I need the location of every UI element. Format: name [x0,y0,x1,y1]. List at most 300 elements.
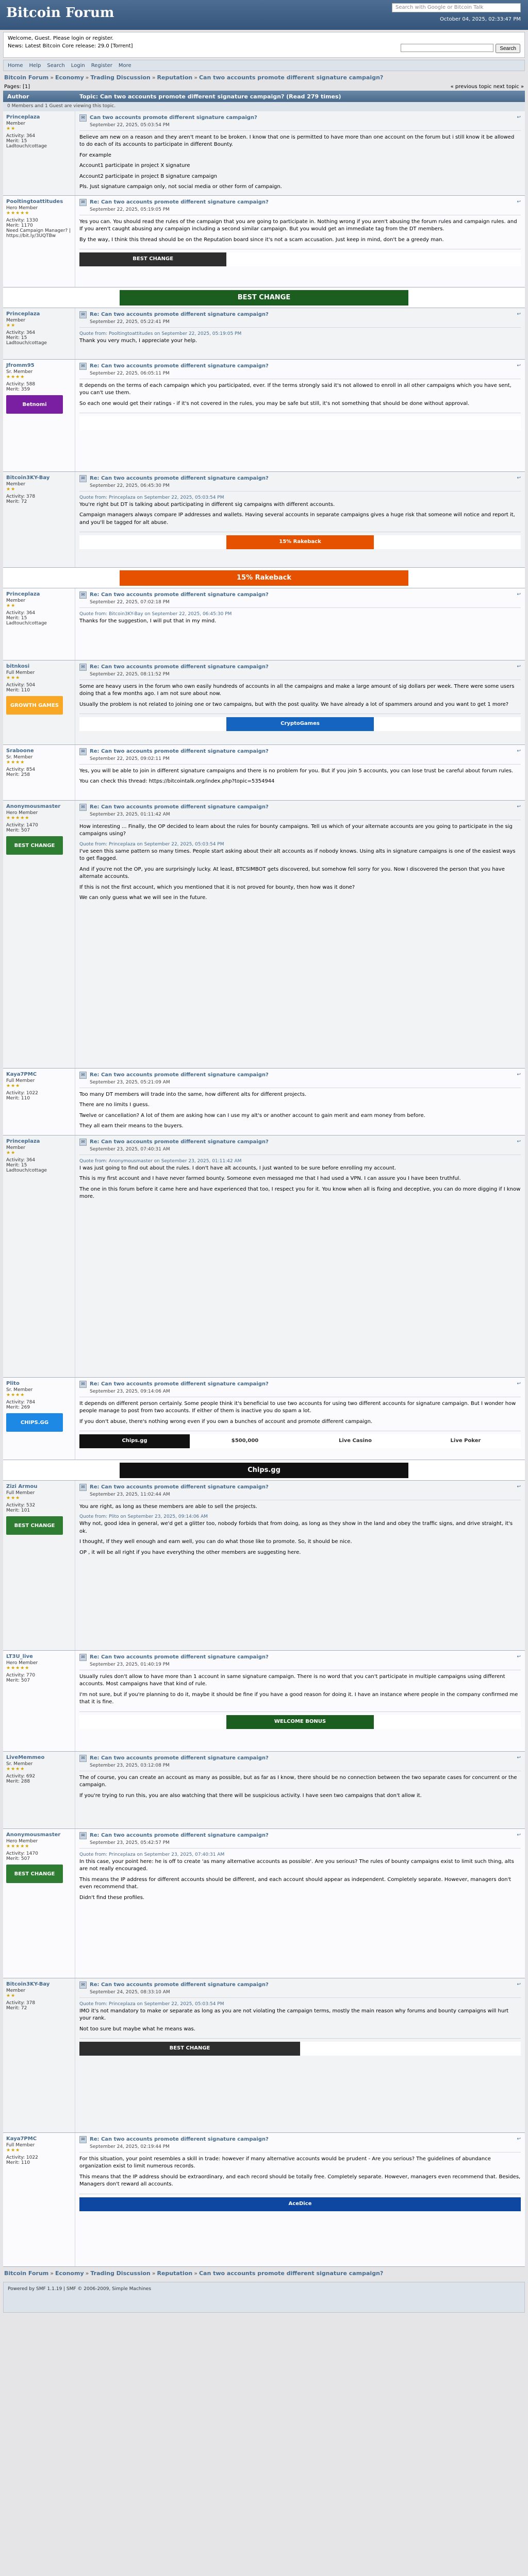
poster-info [3,1752,75,1828]
post-title[interactable]: Re: Can two accounts promote different signature campaign? [90,664,269,670]
post-date: September 23, 2025, 01:11:42 AM [90,811,170,817]
post-paragraph: OP , it will be all right if you have everything the other members are suggesting here. [79,1549,301,1555]
poster-merit: Merit: 507 [6,1856,30,1861]
post-date: September 22, 2025, 06:45:30 PM [90,483,170,488]
signature-segment[interactable]: Live Poker [410,1434,521,1448]
poster-rank: Full Member [6,1078,35,1083]
topic-title: Topic: Can two accounts promote different signature campaign? (Read 279 times) [79,93,341,100]
post-title[interactable]: Re: Can two accounts promote different signature campaign? [90,199,269,205]
post-paragraph: You're right but DT is talking about participating in different sig campaigns with different accounts. [79,501,335,507]
post-icon: ✉ [79,1484,87,1491]
post-icon: ✉ [79,664,87,671]
quote-button[interactable]: ↩ [517,1982,521,1987]
post-icon: ✉ [79,1654,87,1661]
nav-tab-login[interactable]: Login [71,62,85,69]
poster-info [3,472,75,567]
post-paragraph: Account2 participate in project B signature campaign [79,173,218,179]
post [3,588,525,660]
post-text [79,495,521,527]
post-paragraph: It depends on different person certainly. Some people think it's beneficial to use two accounts for using two different accounts for signature campaign. But I wonder how people manage to post from two accounts. If either of them is inactive you do spam a lot. [79,1400,516,1414]
poster-name[interactable]: Princeplaza [6,311,40,317]
quote-header[interactable]: Quote from: Bitcoin3KY-Bay on September 22, 2025, 06:45:30 PM [79,611,232,617]
post-body [75,1481,525,1650]
post-icon: ✉ [79,1832,87,1839]
post-header [79,1755,521,1771]
nav-tab-more[interactable]: More [118,62,131,69]
quote-header[interactable]: Quote from: Princeplaza on September 23, 2025, 07:40:31 AM [79,1852,225,1857]
rank-stars-icon: ★★★★★ [6,211,30,216]
signature [79,2038,521,2056]
post-paragraph: Pls. Just signature campaign only, not social media or other form of campaign. [79,184,282,190]
breadcrumb-item[interactable]: Bitcoin Forum [4,2270,49,2277]
poster-merit: Merit: 15 [6,616,27,621]
nav-tab-home[interactable]: Home [8,62,23,69]
breadcrumb-separator: » [50,74,54,81]
signature-segment[interactable] [226,252,373,266]
viewers-text: 0 Members and 1 Guest are viewing this topic. [3,102,525,111]
poster-merit: Merit: 359 [6,387,30,392]
search-button[interactable]: Search [496,44,520,53]
post-paragraph: Usually rules don't allow to have more than 1 account in same signature campaign. There is no word that you can't participate in multiple campaigns using different accounts. Most campaigns have that kind of rule. [79,1673,505,1687]
post-text [79,218,521,244]
post-paragraph: By the way, I think this thread should be on the Reputation board since it's not a scam accusation. Just keep in mind, don't be a greedy man. [79,236,444,243]
post-title[interactable]: Re: Can two accounts promote different signature campaign? [90,1381,269,1387]
rank-stars-icon: ★★★ [6,1496,21,1501]
post-paragraph: And if you're not the OP, you are surprisingly lucky. At least, BTCSIMBOT gets discovered, but somehow fell sorry for you. Now I discovered the person that you have alternate accounts. [79,866,505,880]
signature-segment[interactable]: Chips.gg [79,1434,190,1448]
poster-name[interactable]: Anonymousmaster [6,1832,61,1838]
post-body [75,1829,525,1978]
poster-activity: Activity: 364 [6,1158,36,1163]
post-text [79,611,521,625]
post [3,745,525,801]
post-paragraph: I was just going to find out about the rules. I don't have alt accounts, I just wanted to be sure before enrolling my account. [79,1165,397,1171]
post-date: September 23, 2025, 05:21:09 AM [90,1079,170,1085]
post-title[interactable]: Re: Can two accounts promote different signature campaign? [90,2137,269,2142]
signature [79,249,521,266]
post-date: September 23, 2025, 01:40:19 PM [90,1662,170,1667]
post-paragraph: For this situation, your point resembles a skill in trade: however if many alternative accounts would be prudent - Are you serious? The guidelines of abundance organization exist to limit numerous records. [79,2156,491,2170]
poster-activity: Activity: 1470 [6,1851,38,1856]
post-text [79,1400,521,1426]
quote-button[interactable]: ↩ [517,1072,521,1077]
post-title[interactable]: Re: Can two accounts promote different signature campaign? [90,1654,269,1660]
poster-rank: Sr. Member [6,1761,33,1767]
post-heading [90,804,269,818]
poster-rank: Sr. Member [6,369,33,375]
post-header [79,114,521,131]
poster-name[interactable]: Princeplaza [6,114,40,120]
poster-merit: Merit: 1170 [6,223,33,228]
post [3,660,525,745]
post-header [79,1072,521,1088]
poster-activity: Activity: 378 [6,2001,36,2006]
footer [3,2282,525,2313]
poster-rank: Full Member [6,1490,35,1496]
post [3,472,525,568]
post-paragraph: Thank you very much, I appreciate your help. [79,337,197,344]
signature [79,2194,521,2211]
signature-segment[interactable] [374,717,521,731]
post-paragraph: If this is not the first account, which you mentioned that it is not proved for bounty, then how was it done? [79,884,355,890]
post [3,1829,525,1978]
post-date: September 22, 2025, 05:22:41 PM [90,319,170,325]
quote-button[interactable]: ↩ [517,1654,521,1659]
post-text [79,331,521,345]
ad-banner[interactable]: BEST CHANGE [120,290,408,306]
topic-nav[interactable]: « previous topic next topic » [450,84,524,90]
post-icon: ✉ [79,591,87,599]
quote-header[interactable]: Quote from: Princeplaza on September 22, 2025, 05:03:54 PM [79,2001,224,2007]
post-text [79,683,521,709]
post-body [75,1069,525,1135]
quote-header[interactable]: Quote from: Anonymousmaster on September 23, 2025, 01:11:42 AM [79,1158,242,1164]
post-date: September 22, 2025, 09:02:11 PM [90,756,170,761]
quote-header[interactable]: Quote from: Plito on September 23, 2025, 09:14:06 AM [79,1514,208,1520]
post-paragraph: The one in this forum before it came here and have experienced that too, I respect you for it. You know when all is fixing and deceptive, you can do more digging if I know more. [79,1186,521,1200]
post-title[interactable]: Re: Can two accounts promote different signature campaign? [90,1139,269,1145]
post-paragraph: So each one would get their ratings - if it's not covered in the rules, you may be safe but still, it's not something that should be done without approval. [79,400,470,406]
quote-button[interactable]: ↩ [517,2137,521,2142]
top-search-input[interactable]: Search with Google or Bitcoin Talk [392,3,521,12]
poster-name[interactable]: Jfromm95 [6,363,35,368]
poster-name[interactable]: Bitcoin3KY-Bay [6,475,50,481]
post-heading [90,1484,269,1498]
poster-activity: Activity: 1022 [6,1091,38,1096]
rank-stars-icon: ★★★★ [6,760,25,765]
poster-name[interactable]: Zizi Armou [6,1484,38,1489]
post [3,1752,525,1829]
post-body [75,1136,525,1377]
post-icon: ✉ [79,199,87,206]
post-paragraph: For example [79,152,111,158]
rank-stars-icon: ★★ [6,1150,16,1156]
signature-segment[interactable]: CryptoGames [226,717,373,731]
breadcrumb-item[interactable]: Economy [55,2270,84,2277]
poster-status: Ladtouch/cottage [6,1168,47,1173]
poster-info [3,2133,75,2266]
poster-status: Ladtouch/cottage [6,341,47,346]
quote-button[interactable]: ↩ [517,476,521,481]
post-header [79,475,521,492]
post-title[interactable]: Re: Can two accounts promote different signature campaign? [90,1484,269,1490]
poster-activity: Activity: 364 [6,611,36,616]
post-heading [90,1072,269,1086]
post-paragraph: Believe am new on a reason and they aren't meant to be broken. I know that one is permitted to have more than one account on the forum but i still know it be allowed to do each of its accounts to participate in different Bounty. [79,134,515,148]
post [3,111,525,196]
post-date: September 22, 2025, 06:05:11 PM [90,370,170,376]
post-header [79,748,521,765]
signature-segment[interactable] [300,416,521,430]
post [3,1136,525,1378]
current-date: October 04, 2025, 02:33:47 PM [440,16,521,22]
poster-name[interactable]: Princeplaza [6,591,40,597]
poster-info [3,1069,75,1135]
signature-segment[interactable] [374,1715,521,1729]
poster-name[interactable]: Pooltingtoattitudes [6,199,63,205]
post-heading [90,1755,269,1769]
poster-status: Ladtouch/cottage [6,144,47,149]
post-body [75,308,525,359]
poster-rank: Member [6,1145,26,1150]
quote-button[interactable]: ↩ [517,804,521,809]
post-title[interactable]: Re: Can two accounts promote different signature campaign? [90,592,269,598]
signature [79,714,521,731]
post-text [79,382,521,408]
breadcrumb-item[interactable]: Can two accounts promote different signature campaign? [199,74,384,81]
poster-name[interactable]: Plito [6,1381,20,1386]
poster-merit: Merit: 269 [6,1405,30,1410]
post-title[interactable]: Re: Can two accounts promote different signature campaign? [90,749,269,754]
signature-segment[interactable]: WELCOME BONUS [226,1715,373,1729]
rank-stars-icon: ★★ [6,1993,16,1998]
post-date: September 23, 2025, 09:14:06 AM [90,1388,170,1394]
post-header [79,1832,521,1849]
quote-header[interactable]: Quote from: Pooltingtoattitudes on September 22, 2025, 05:19:05 PM [79,331,242,336]
post [3,360,525,472]
nav-tab-register[interactable]: Register [91,62,112,69]
poster-activity: Activity: 1470 [6,823,38,828]
quote-button[interactable]: ↩ [517,115,521,120]
breadcrumb-separator: » [152,2270,156,2277]
post-paragraph: If you don't abuse, there's nothing wrong even if you own a bunches of account and promote different campaign. [79,1418,373,1425]
poster-name[interactable]: LT3U_live [6,1654,33,1659]
signature-segment[interactable] [79,1715,226,1729]
post-paragraph: Twelve or cancellation? A lot of them are asking how can I use my alt's or another account to gain merit and earn money from before. [79,1112,425,1118]
post-icon: ✉ [79,311,87,318]
post [3,1378,525,1460]
post-title[interactable]: Re: Can two accounts promote different signature campaign? [90,1072,269,1078]
footer-text: Powered by SMF 1.1.19 | SMF © 2006-2009, Simple Machines [8,2286,152,2292]
post-paragraph: This is my first account and I have never farmed bounty. Someone even messaged me that I had used a VPN. I can assure you I have been truthful. [79,1176,461,1182]
post-paragraph: It depends on the terms of each campaign which you participated, ever. If the terms strongly said it's not allowed to enroll in all other campaigns which you have sent, you can't use them. [79,382,512,396]
post-icon: ✉ [79,748,87,755]
post-text [79,1673,521,1706]
ad-bar [3,568,525,588]
quote-button[interactable]: ↩ [517,749,521,754]
post-paragraph: I'm not sure, but if you're planning to do it, maybe it should be fine if you have a good reason for doing it. I have an instance where people in the company confirmed me that it is fine. [79,1691,518,1705]
post-title[interactable]: Re: Can two accounts promote different signature campaign? [90,363,269,369]
poster-name[interactable]: Sraboone [6,748,34,754]
quote-button[interactable]: ↩ [517,1139,521,1144]
ad-banner[interactable]: 15% Rakeback [120,570,408,586]
rank-stars-icon: ★★ [6,323,16,328]
breadcrumb-item[interactable]: Reputation [157,74,193,81]
post-icon: ✉ [79,114,87,122]
post-paragraph: The of course, you can create an account as many as possible, but as far as I know, there should be no connection between the two separate cases for concurrent or the campaign. [79,1774,517,1788]
post-heading [90,591,269,606]
poster-activity: Activity: 784 [6,1400,36,1405]
signature-segment[interactable]: $500,000 [190,1434,300,1448]
nav-tab-help[interactable]: Help [29,62,41,69]
post-heading [90,475,269,489]
breadcrumb-item[interactable]: Trading Discussion [90,2270,151,2277]
quote-button[interactable]: ↩ [517,1833,521,1838]
post-heading [90,114,257,129]
poster-rank: Hero Member [6,1660,38,1666]
signature-segment[interactable] [79,717,226,731]
post-paragraph: We can only guess what we will see in the future. [79,895,207,901]
post-text [79,1091,521,1130]
signature [79,413,521,430]
quote-header[interactable]: Quote from: Princeplaza on September 22, 2025, 05:03:54 PM [79,495,224,500]
post-header [79,199,521,215]
avatar: BEST CHANGE [6,836,63,855]
post-header [79,363,521,379]
poster-rank: Member [6,318,26,323]
post-body [75,1752,525,1828]
poster-merit: Merit: 110 [6,2160,30,2165]
post-icon: ✉ [79,804,87,811]
poster-merit: Merit: 15 [6,335,27,341]
post-text [79,1158,521,1201]
poster-name[interactable]: LiveMemmeo [6,1755,45,1760]
post-heading [90,1654,269,1668]
breadcrumb-item[interactable]: Trading Discussion [90,74,151,81]
quote-button[interactable]: ↩ [517,199,521,205]
breadcrumb-item[interactable]: Bitcoin Forum [4,74,49,81]
quote-button[interactable]: ↩ [517,312,521,317]
news-text: News: Latest Bitcoin Core release: 29.0 [Torrent] [8,43,133,49]
post-body [75,472,525,567]
post-header [79,1654,521,1670]
poster-rank: Full Member [6,670,35,675]
post-text [79,823,521,902]
avatar: Betnomi [6,395,63,414]
poster-rank: Hero Member [6,810,38,816]
post-title[interactable]: Can two accounts promote different signature campaign? [90,115,257,121]
post-title[interactable]: Re: Can two accounts promote different signature campaign? [90,1755,269,1761]
post-icon: ✉ [79,1381,87,1388]
post-body [75,745,525,800]
signature-segment[interactable] [374,252,521,266]
signature-segment[interactable] [300,2042,521,2056]
search-box [401,44,520,53]
poster-name[interactable]: Bitcoin3KY-Bay [6,1981,50,1987]
page-list[interactable]: Pages: [1] [4,84,30,90]
signature [79,1711,521,1729]
poster-rank: Member [6,482,26,487]
post-text [79,134,521,191]
post-title[interactable]: Re: Can two accounts promote different signature campaign? [90,476,269,481]
quote-button[interactable]: ↩ [517,1484,521,1489]
post-list [0,111,528,2267]
poster-activity: Activity: 854 [6,767,36,772]
post-paragraph: Why not, good idea in general, we'd get a glitter too, nobody forbids that from doing, as long as they show in the land and obey the traffic signs, and drive straight, it's ok. [79,1521,513,1534]
post-icon: ✉ [79,1072,87,1079]
poster-info [3,196,75,287]
poster-info [3,1378,75,1460]
breadcrumb-separator: » [50,2270,54,2277]
poster-merit: Merit: 110 [6,688,30,693]
rank-stars-icon: ★★★ [6,675,21,681]
signature-segment[interactable]: AceDice [79,2197,521,2211]
post-date: September 23, 2025, 03:12:08 PM [90,1762,170,1768]
poster-activity: Activity: 364 [6,330,36,335]
poster-info [3,745,75,800]
poster-activity: Activity: 1022 [6,2155,38,2160]
quote-button[interactable]: ↩ [517,363,521,368]
quote-header[interactable]: Quote from: Princeplaza on September 22, 2025, 05:03:54 PM [79,841,224,847]
post-title[interactable]: Re: Can two accounts promote different signature campaign? [90,1982,269,1988]
signature-segment[interactable] [374,535,521,549]
post-header [79,664,521,680]
post-paragraph: There are no limits I guess. [79,1102,150,1108]
rank-stars-icon: ★★ [6,487,16,492]
site-header [0,0,528,30]
breadcrumb-item[interactable]: Can two accounts promote different signature campaign? [199,2270,384,2277]
poster-rank: Member [6,1988,26,1993]
poster-info [3,588,75,660]
signature-segment[interactable]: BEST CHANGE [79,252,226,266]
post-paragraph: I've seen this same pattern so many times. People start asking about their alt accounts as if nobody knows. Using alts in signature campaigns is one of the easiest ways to get flagged. [79,848,516,862]
avatar: BEST CHANGE [6,1865,63,1883]
rank-stars-icon: ★★★★ [6,1767,25,1772]
poster-activity: Activity: 1330 [6,218,38,223]
post-heading [90,2136,269,2150]
poster-info [3,308,75,359]
post-paragraph: In this case, your point here: he is off to create 'as many alternative accounts as possible'. Are you serious? The rules of bounty campaigns exist to limit such thing, alts are not really encouraged. [79,1858,514,1872]
post-heading [90,363,269,377]
nav-tab-search[interactable]: Search [47,62,65,69]
post-paragraph: This means the IP address for different accounts should be different, and each account should appear as independent. Completely separate. However, managers don't even recommend that. [79,1876,512,1890]
post-paragraph: Didn't find these profiles. [79,1894,145,1901]
poster-status: Ladtouch/cottage [6,621,47,626]
post-title[interactable]: Re: Can two accounts promote different signature campaign? [90,1833,269,1838]
signature-segment[interactable] [79,535,226,549]
poster-name[interactable]: Anonymousmaster [6,804,61,809]
poster-merit: Merit: 72 [6,2006,27,2011]
post-paragraph: IMO it's not mandatory to make or separate as long as you are not violating the campaign terms, mostly the main reason why forums and bounty campaigns will hurt your rank. [79,2008,509,2022]
poster-merit: Merit: 72 [6,499,27,504]
post-paragraph: You are right, as long as these members are able to sell the projects. [79,1503,257,1510]
post-header [79,311,521,328]
signature-segment[interactable]: BEST CHANGE [79,2042,300,2056]
quote-button[interactable]: ↩ [517,592,521,597]
post-date: September 22, 2025, 08:11:52 PM [90,671,170,677]
post-title[interactable]: Re: Can two accounts promote different signature campaign? [90,804,269,810]
post-paragraph: Thanks for the suggestion, I will put that in my mind. [79,618,217,624]
ad-banner[interactable]: Chips.gg [120,1463,408,1478]
poster-name[interactable]: Kaya7PMC [6,1072,37,1077]
post-paragraph: If you're trying to run this, you are also watching that there will be suspicious activity. I have seen two campaigns that don't allow it. [79,1792,422,1799]
quote-button[interactable]: ↩ [517,1755,521,1760]
post-text [79,1774,521,1800]
post-date: September 23, 2025, 11:02:44 AM [90,1492,170,1497]
signature-segment[interactable]: 15% Rakeback [226,535,373,549]
poster-name[interactable]: bitnkosi [6,664,30,669]
post-text [79,1503,521,1557]
breadcrumb-item[interactable]: Reputation [157,2270,193,2277]
poster-merit: Merit: 15 [6,1163,27,1168]
breadcrumb-separator: » [194,2270,197,2277]
welcome-text: Welcome, Guest. Please login or register. [8,36,114,41]
breadcrumb-item[interactable]: Economy [55,74,84,81]
post-title[interactable]: Re: Can two accounts promote different signature campaign? [90,312,269,317]
avatar: BEST CHANGE [6,1516,63,1535]
signature-segment[interactable]: Live Casino [300,1434,410,1448]
quote-button[interactable]: ↩ [517,664,521,669]
signature [79,1431,521,1448]
poster-info [3,1651,75,1751]
site-logo[interactable]: Bitcoin Forum [6,5,114,21]
signature-segment[interactable] [79,416,300,430]
poster-name[interactable]: Kaya7PMC [6,2136,37,2142]
post-paragraph: Yes, you will be able to join in different signature campaigns and there is no problem for you. But if you join 5 accounts, you can lose trust be careful about forum rules. [79,768,514,774]
poster-name[interactable]: Princeplaza [6,1139,40,1144]
quote-button[interactable]: ↩ [517,1381,521,1386]
search-input[interactable] [401,44,493,52]
